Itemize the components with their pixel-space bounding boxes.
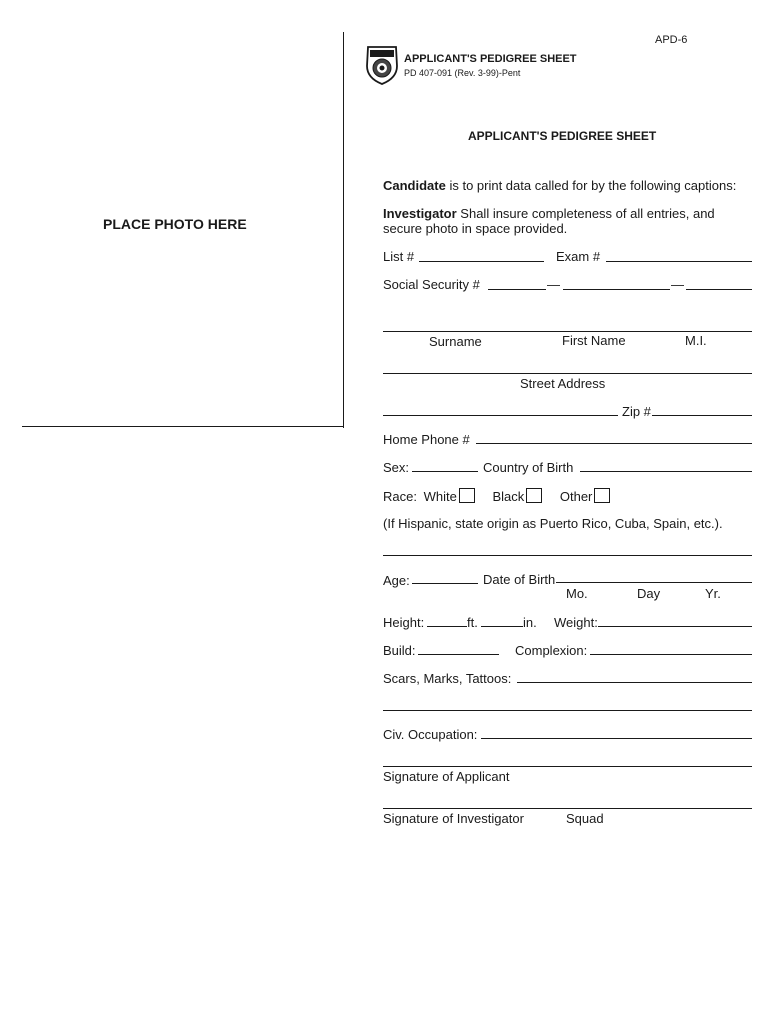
mi-label: M.I. — [685, 333, 707, 348]
build-field[interactable] — [418, 654, 499, 655]
race-black-checkbox[interactable] — [526, 488, 542, 503]
month-label: Mo. — [566, 586, 588, 601]
scars-label: Scars, Marks, Tattoos: — [383, 671, 512, 686]
complexion-label: Complexion: — [515, 643, 588, 658]
ssn-field-3[interactable] — [686, 289, 752, 290]
home-phone-field[interactable] — [476, 443, 752, 444]
sheet-title: APPLICANT'S PEDIGREE SHEET — [468, 129, 657, 143]
surname-label: Surname — [429, 334, 482, 349]
civ-occupation-field[interactable] — [481, 738, 752, 739]
exam-field[interactable] — [606, 261, 752, 262]
street-address-field[interactable] — [383, 373, 752, 374]
exam-label: Exam # — [556, 249, 601, 264]
investigator-instruction — [383, 206, 715, 221]
street-address-label: Street Address — [520, 376, 606, 391]
hispanic-origin-field[interactable] — [383, 555, 752, 556]
zip-field[interactable] — [652, 415, 752, 416]
photo-box-bottom-border — [22, 426, 344, 427]
header-title: APPLICANT'S PEDIGREE SHEET — [404, 53, 577, 65]
inches-label: in. — [523, 615, 537, 630]
race-other-label: Other — [559, 489, 593, 504]
height-inches-field[interactable] — [481, 626, 523, 627]
signature-applicant-label: Signature of Applicant — [383, 769, 510, 784]
candidate-text: is to print data called for by the following captions: — [445, 178, 737, 193]
scars-field[interactable] — [517, 682, 752, 683]
complexion-field[interactable] — [590, 654, 752, 655]
signature-investigator-label: Signature of Investigator — [383, 811, 524, 826]
candidate-label: Candidate — [383, 178, 446, 193]
civ-occupation-label: Civ. Occupation: — [383, 727, 478, 742]
date-of-birth-label: Date of Birth — [483, 572, 556, 587]
name-field[interactable] — [383, 331, 752, 332]
city-field[interactable] — [383, 415, 618, 416]
date-of-birth-field[interactable] — [556, 582, 752, 583]
race-label: Race: — [383, 489, 417, 504]
feet-label: ft. — [467, 615, 478, 630]
height-feet-field[interactable] — [427, 626, 467, 627]
build-label: Build: — [383, 643, 416, 658]
signature-investigator-field[interactable] — [383, 808, 752, 809]
home-phone-label: Home Phone # — [383, 432, 470, 447]
list-field[interactable] — [419, 261, 544, 262]
candidate-instruction — [383, 178, 736, 193]
investigator-label: Investigator — [383, 206, 457, 221]
photo-box-right-border — [343, 32, 344, 428]
height-label: Height: — [383, 615, 425, 630]
form-code: APD-6 — [655, 34, 688, 46]
race-white-checkbox[interactable] — [459, 488, 475, 503]
squad-label: Squad — [566, 811, 604, 826]
ssn-dash-2: — — [671, 277, 684, 292]
race-black-label: Black — [492, 489, 525, 504]
race-other-checkbox[interactable] — [594, 488, 610, 503]
investigator-text: Shall insure completeness of all entries, and — [456, 206, 715, 221]
weight-field[interactable] — [598, 626, 752, 627]
ssn-dash-1: — — [547, 277, 560, 292]
age-label: Age: — [383, 573, 410, 588]
age-field[interactable] — [412, 583, 478, 584]
ssn-field-2[interactable] — [563, 289, 670, 290]
investigator-text-cont: secure photo in space provided. — [383, 221, 568, 236]
race-white-label: White — [423, 489, 457, 504]
year-label: Yr. — [705, 586, 721, 601]
photo-placeholder-label: PLACE PHOTO HERE — [103, 216, 247, 232]
scars-field-cont[interactable] — [383, 710, 752, 711]
ssn-field-1[interactable] — [488, 289, 546, 290]
day-label: Day — [637, 586, 661, 601]
police-seal-icon — [364, 44, 400, 86]
signature-applicant-field[interactable] — [383, 766, 752, 767]
zip-label: Zip # — [622, 404, 651, 419]
first-name-label: First Name — [562, 333, 626, 348]
header-subtitle: PD 407-091 (Rev. 3-99)-Pent — [404, 68, 521, 78]
country-of-birth-field[interactable] — [580, 471, 752, 472]
list-label: List # — [383, 249, 415, 264]
sex-field[interactable] — [412, 471, 478, 472]
hispanic-note: (If Hispanic, state origin as Puerto Rico, Cuba, Spain, etc.). — [383, 516, 723, 531]
weight-label: Weight: — [554, 615, 598, 630]
ssn-label: Social Security # — [383, 277, 480, 292]
race-row — [383, 488, 610, 504]
country-of-birth-label: Country of Birth — [483, 460, 574, 475]
sex-label: Sex: — [383, 460, 410, 475]
